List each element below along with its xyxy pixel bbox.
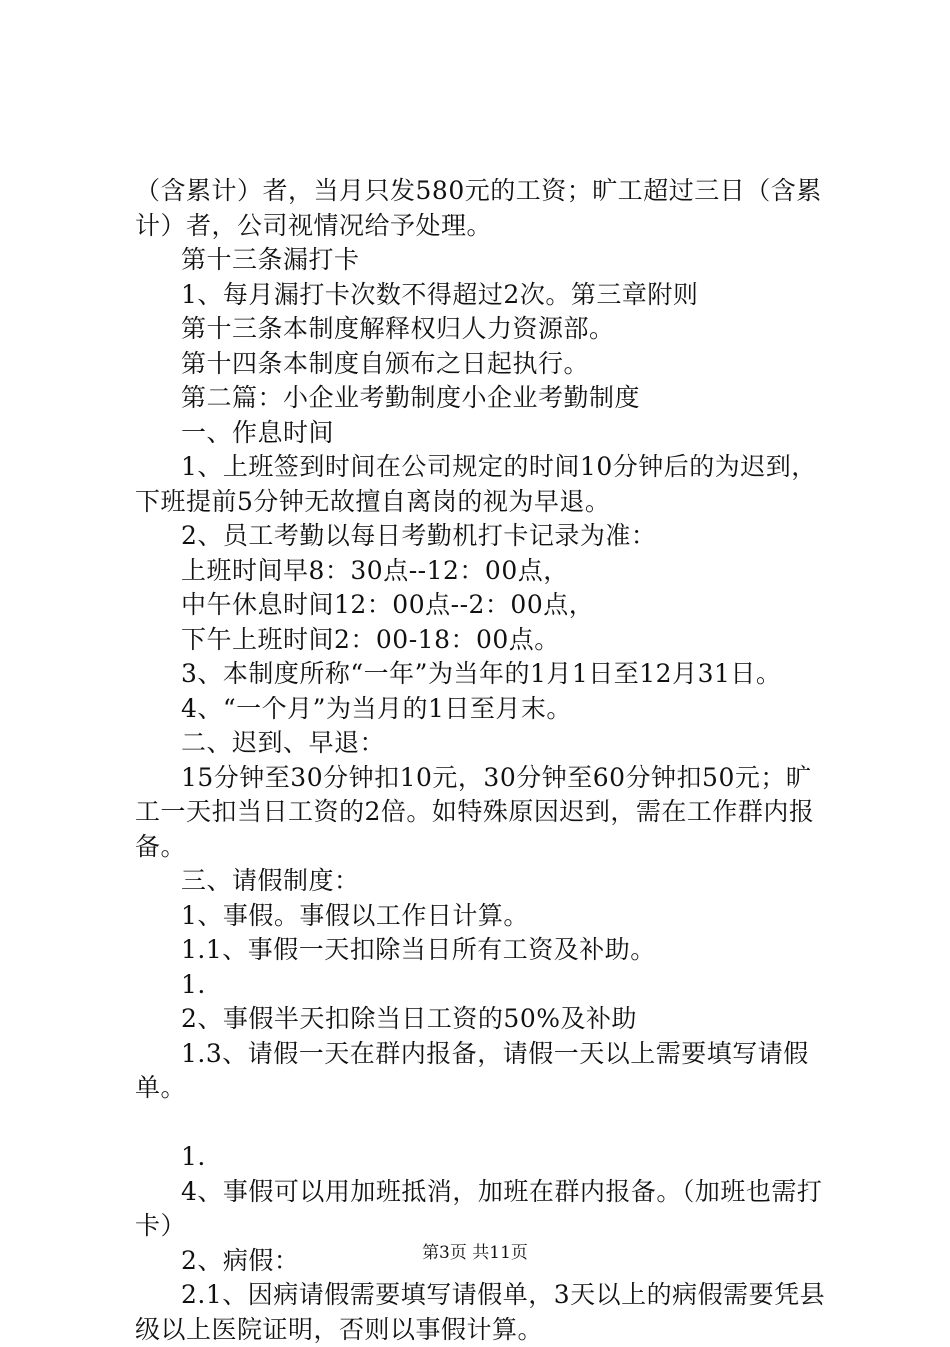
paragraph: 3、本制度所称“一年”为当年的1月1日至12月31日。 (181, 659, 782, 688)
paragraph: 1.1、事假一天扣除当日所有工资及补助。 (181, 935, 656, 964)
paragraph: 第十四条本制度自颁布之日起执行。 (181, 348, 590, 378)
paragraph: （含累计）者，当月只发580元的工资；旷工超过三日（含累计）者，公司视情况给予处理。 (135, 176, 822, 240)
section-heading: 一、作息时间 (181, 417, 335, 447)
section-heading: 二、迟到、早退： (181, 728, 386, 757)
paragraph: 4、事假可以用加班抵消，加班在群内报备。（加班也需打卡） (135, 1176, 823, 1240)
paragraph: 2、员工考勤以每日考勤机打卡记录为准： (181, 521, 657, 550)
paragraph: 第十三条本制度解释权归人力资源部。 (181, 314, 615, 343)
paragraph: 上班时间早8：30点--12：00点， (181, 555, 569, 585)
paragraph: 第十三条漏打卡 (181, 245, 360, 274)
paragraph: 2、病假： (181, 1245, 300, 1275)
paragraph: 2、事假半天扣除当日工资的50%及补助 (181, 1004, 637, 1033)
paragraph: 下午上班时间2：00-18：00点。 (181, 624, 560, 654)
paragraph: 1. (181, 1142, 206, 1171)
paragraph: 1、事假。事假以工作日计算。 (181, 900, 529, 930)
paragraph: 1. (181, 969, 206, 999)
document-body (135, 174, 835, 1347)
paragraph: 1.3、请假一天在群内报备，请假一天以上需要填写请假单。 (135, 1038, 809, 1102)
page-footer (0, 1241, 950, 1265)
paragraph: 中午休息时间12：00点--2：00点， (181, 590, 595, 619)
page-number-label: 第3页 共11页 (422, 1243, 528, 1263)
blank-line (135, 1106, 835, 1141)
section-heading: 三、请假制度： (181, 866, 360, 895)
paragraph: 第二篇：小企业考勤制度小企业考勤制度 (181, 383, 641, 412)
paragraph: 1、上班签到时间在公司规定的时间10分钟后的为迟到，下班提前5分钟无故擅自离岗的视为早退。 (135, 452, 817, 516)
paragraph: 4、“一个月”为当月的1日至月末。 (181, 693, 572, 723)
paragraph: 2.1、因病请假需要填写请假单，3天以上的病假需要凭县级以上医院证明，否则以事假计算。 (135, 1280, 826, 1344)
paragraph: 1、每月漏打卡次数不得超过2次。第三章附则 (181, 279, 699, 309)
paragraph: 15分钟至30分钟扣10元，30分钟至60分钟扣50元；旷工一天扣当日工资的2倍。如特殊原因迟到，需在工作群内报备。 (135, 762, 815, 861)
